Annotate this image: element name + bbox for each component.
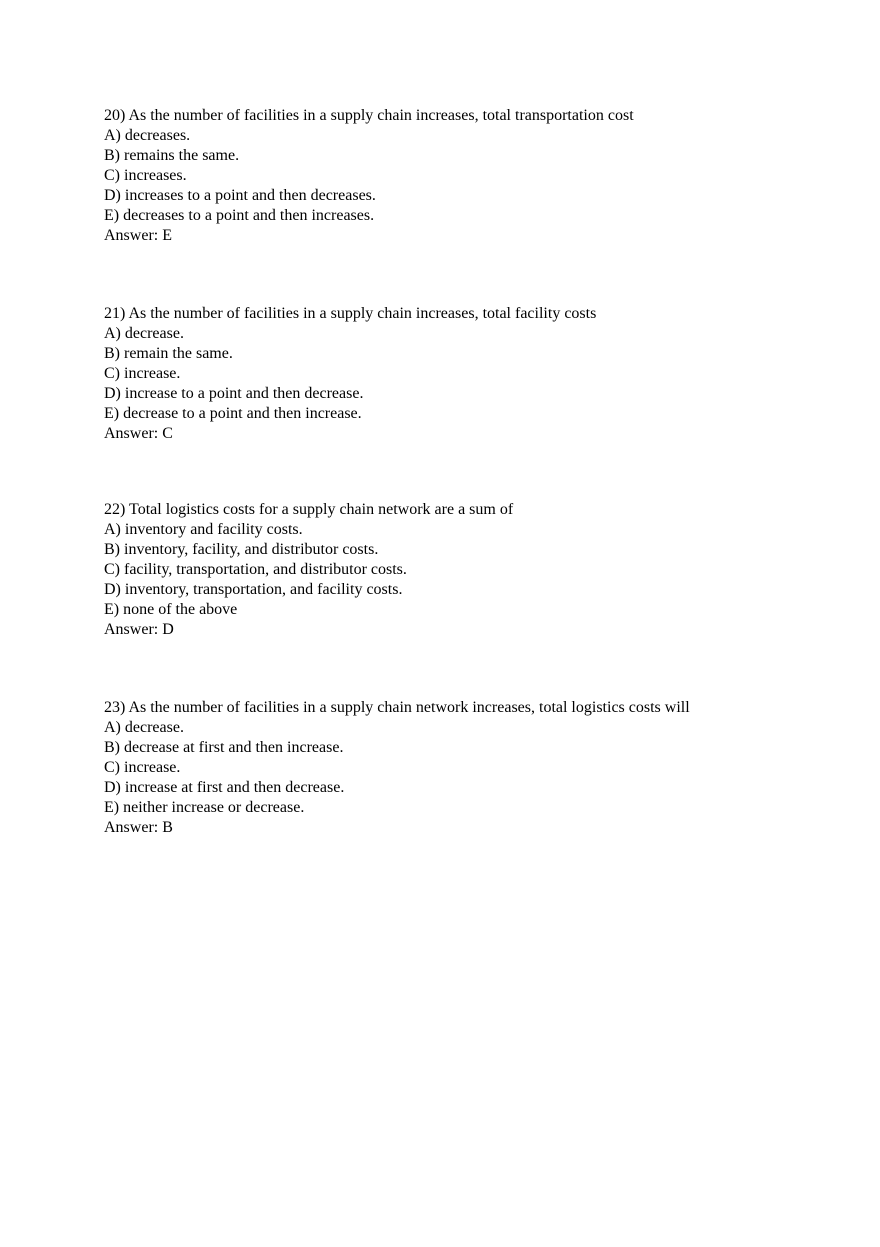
option-a: A) decrease. (104, 325, 184, 342)
option-d: D) increases to a point and then decreases. (104, 187, 376, 204)
option-c: C) facility, transportation, and distributor costs. (104, 561, 407, 578)
option-a: A) decreases. (104, 127, 191, 144)
option-c: C) increases. (104, 167, 187, 184)
question-stem: 21) As the number of facilities in a supply chain increases, total facility costs (104, 305, 597, 322)
option-d: D) inventory, transportation, and facility costs. (104, 581, 403, 598)
option-a: A) decrease. (104, 719, 184, 736)
option-d: D) increase at first and then decrease. (104, 779, 345, 796)
option-e: E) none of the above (104, 601, 238, 618)
question-stem: 23) As the number of facilities in a supply chain network increases, total logistics costs will (104, 699, 690, 716)
answer: Answer: B (104, 819, 173, 836)
question-23 (104, 698, 804, 838)
option-a: A) inventory and facility costs. (104, 521, 303, 538)
option-b: B) remains the same. (104, 147, 240, 164)
answer: Answer: C (104, 425, 173, 442)
question-stem: 22) Total logistics costs for a supply chain network are a sum of (104, 501, 514, 518)
answer: Answer: D (104, 621, 174, 638)
option-b: B) decrease at first and then increase. (104, 739, 344, 756)
option-e: E) decreases to a point and then increases. (104, 207, 375, 224)
answer: Answer: E (104, 227, 172, 244)
option-c: C) increase. (104, 365, 181, 382)
question-20 (104, 106, 804, 246)
question-21 (104, 304, 804, 444)
option-e: E) decrease to a point and then increase. (104, 405, 362, 422)
option-d: D) increase to a point and then decrease. (104, 385, 364, 402)
option-b: B) inventory, facility, and distributor costs. (104, 541, 379, 558)
option-b: B) remain the same. (104, 345, 233, 362)
option-c: C) increase. (104, 759, 181, 776)
question-22 (104, 500, 804, 640)
option-e: E) neither increase or decrease. (104, 799, 305, 816)
question-stem: 20) As the number of facilities in a supply chain increases, total transportation cost (104, 107, 634, 124)
